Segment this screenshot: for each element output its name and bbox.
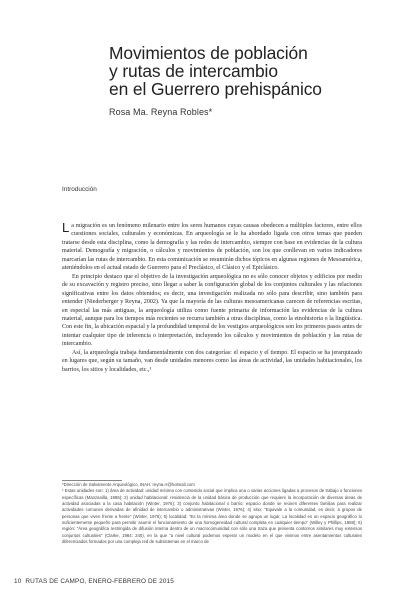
footnote-affiliation: *Dirección de Salvamento Arqueológico, INAH. reyna.rr@hotmail.com (62, 482, 195, 487)
title-line-1: Movimientos de población (109, 43, 308, 63)
paragraph-text: a migración es un fenómeno milenario entre los seres humanos cuyas causas obedecen a múltiples factores, entre ellos cuestiones sociales, culturales y económicas. En arqueología se le ha abordado ligada con otros temas que pueden tratarse desde esta disciplina, como la demografía y las redes de intercambio, siempre con base en evidencias de la cultura material. Demografía y migración, o cálculos y movimientos de población, son los que conllevan en varios indicadores marcarían las rutas de intercambio. En esta comunicación se resumirán dichos tópicos en algunas regiones de Mesoamérica, ateniéndolos en el actual estado de Guerrero para el Preclásico, el Clásico y el Epiclásico. (62, 223, 362, 272)
footnote-1: ¹ Estas unidades son: 1) área de actividad: unidad mínima con contenido social que implica una o varias acciones ligadas a procesos de trabajo o funciones específicas (Manzanilla, 1986); 2) unidad habitacional: residencia de la unidad básica de producción que requiere la incorporación de diversas áreas de actividad asociadas a la casa habitación (Winter, 1976); 3) conjunto habitacional o barrio: espacio donde se reúnen diferentes familias para realizar actividades comunes derivadas de afinidad de intercambio o administrativas (Winter, 1976); 4) sitio: "Equivale a la comunidad, es decir, a grupos de personas que viven frente a frente" (Winter, 1976); 5) localidad: "Es la mínima área donde se agrupa un lugar. La localidad es un espacio geográfico lo suficientemente pequeño para permitir asumir el funcionamiento de una homogeneidad cultural completa en cualquier tiempo" (Willey y Phillips, 1958); 6) región: "Área geográfica restringida de difusión interna dentro de un macrocomunidad con sólo una traza que presenta contornos similares muy extensos conjuntos culturales" (Clarke, 1984: 240), en la que "a nivel cultural podemos esperar un modelo en el que vivimos entre asentamientos culturales diferenciados formados por una compleja red de subsistemas en el marco de (62, 488, 362, 545)
page-number: 10 (14, 578, 22, 585)
article-body (62, 222, 362, 374)
article-title (109, 44, 379, 98)
title-line-2: y rutas de intercambio (109, 61, 278, 81)
running-title: RUTAS DE CAMPO, ENERO-FEBRERO DE 2015 (25, 578, 174, 585)
article-author: Rosa Ma. Reyna Robles* (109, 107, 213, 117)
body-paragraph-2: En principio destaco que el objetivo de la investigación arqueológica no es sólo conocer objetos y edificios por medio de su excavación y registro preciso, sino llegar a saber la configuración global de los conjuntos culturales y las relaciones significativas entre los datos obtenidos; es decir, una investigación realizada no sólo para describir, sino también para entender (Niederberger y Reyna, 2002). Ya que la mayoría de las culturas mesoamericanas carecen de referencias escritas, en especial las más antiguas, la arqueología utiliza como fuente primaria de información las evidencias de la cultura material, aunque para los tiempos más recientes se recurra también a otras disciplinas, como la etnohistoria o la lingüística. Con este fin, la ubicación espacial y la profundidad temporal de los vestigios arqueológicos son los primeros pasos antes de intentar cualquier tipo de inferencia o interpretación, incluyendo los cálculos y movimientos de población y las rutas de intercambio. (62, 273, 362, 348)
page-footer (14, 578, 174, 585)
body-paragraph-1 (62, 222, 362, 273)
footnote-divider (62, 480, 122, 481)
footnotes (62, 482, 362, 545)
title-line-3: en el Guerrero prehispánico (109, 79, 322, 99)
drop-cap: L (62, 220, 70, 235)
body-paragraph-3: Así, la arqueología trabaja fundamentalmente con dos categorías: el espacio y el tiempo. El espacio se ha jerarquizado en lugares que, según su tamaño, van desde unidades menores como las áreas de actividad, las unidades habitacionales, los barrios, los sitios y localidades, etc.,¹ (62, 349, 362, 373)
section-heading: Introducción (62, 186, 97, 193)
